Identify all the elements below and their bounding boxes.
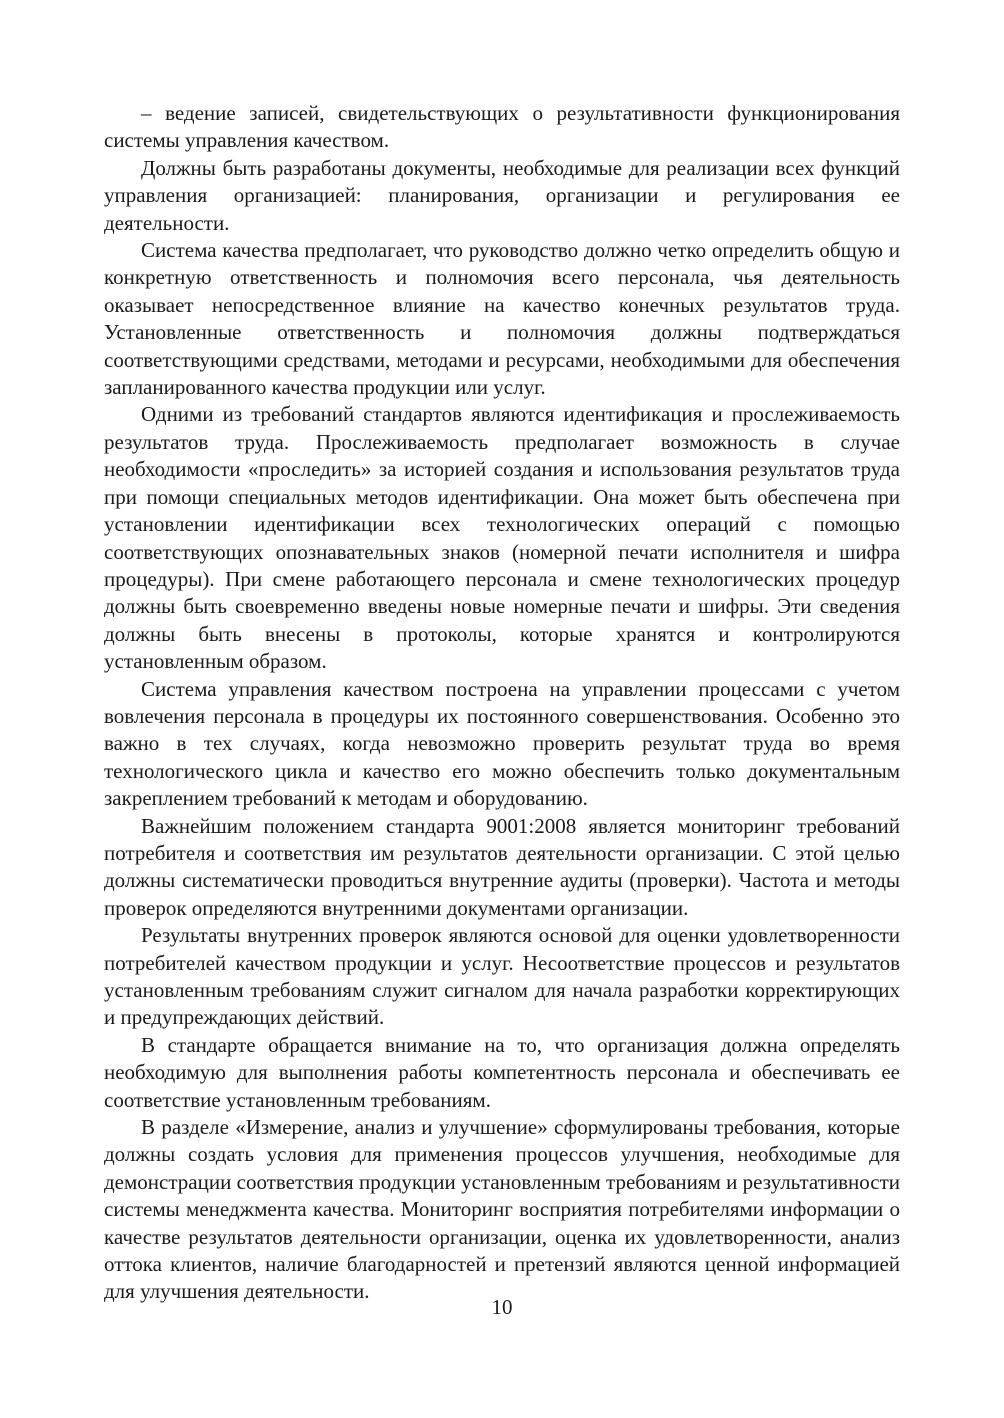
paragraph-responsibility: Система качества предполагает, что руководство должно четко определить общую и конкретную ответственность и полномочия всего персонала, чья деятельность оказывает непосредственное влияние на качество конечных результатов труда. Установленные ответственность и полномочия должны подтверждаться соответствующими средствами, методами и ресурсами, необходимыми для обеспечения запланированного качества продукции или услуг. (104, 238, 900, 400)
paragraph-traceability: Одними из требований стандартов являются идентификация и прослеживаемость результатов труда. Прослеживаемость предполагает возможность в случае необходимости «проследить» за историей создания и использования результатов труда при помощи специальных методов идентификации. Она может быть обеспечена при установлении идентификации всех технологических операций с помощью соответствующих опознавательных знаков (номерной печати исполнителя и шифра процедуры). При смене работающего персонала и смене технологических процедур должны быть своевременно введены новые номерные печати и шифры. Эти сведения должны быть внесены в протоколы, которые хранятся и контролируются установленным образом. (104, 402, 900, 674)
paragraph-documents: Должны быть разработаны документы, необходимые для реализации всех функций управления организацией: планирования, организации и регулирования ее деятельности. (104, 155, 900, 235)
paragraph-measurement: В разделе «Измерение, анализ и улучшение» сформулированы требования, которые должны создать условия для применения процессов улучшения, необходимые для демонстрации соответствия продукции установленным требованиям и результативности системы менеджмента качества. Мониторинг восприятия потребителями информации о качестве результатов деятельности организации, оценка их удовлетворенности, анализ оттока клиентов, наличие благодарностей и претензий являются ценной информацией для улучшения деятельности. (104, 1115, 900, 1304)
page-number: 10 (491, 1295, 513, 1319)
paragraph-monitoring: Важнейшим положением стандарта 9001:2008 является мониторинг требований потребителя и соответствия им результатов деятельности организации. С этой целью должны систематически проводиться внутренние аудиты (проверки). Частота и методы проверок определяются внутренними документами организации. (104, 813, 900, 920)
paragraph-records: – ведение записей, свидетельствующих о результативности функционирования системы управления качеством. (104, 101, 900, 153)
page-body (104, 100, 900, 1306)
paragraph-process-management: Система управления качеством построена на управлении процессами с учетом вовлечения персонала в процедуры их постоянного совершенствования. Особенно это важно в тех случаях, когда невозможно проверить результат труда во время технологического цикла и качество его можно обеспечить только документальным закреплением требований к методам и оборудованию. (104, 676, 900, 811)
paragraph-internal-audits: Результаты внутренних проверок являются основой для оценки удовлетворенности потребителей качеством продукции и услуг. Несоответствие процессов и результатов установленным требованиям служит сигналом для начала разработки корректирующих и предупреждающих действий. (104, 923, 900, 1030)
paragraph-competence: В стандарте обращается внимание на то, что организация должна определять необходимую для выполнения работы компетентность персонала и обеспечивать ее соответствие установленным требованиям. (104, 1032, 900, 1112)
